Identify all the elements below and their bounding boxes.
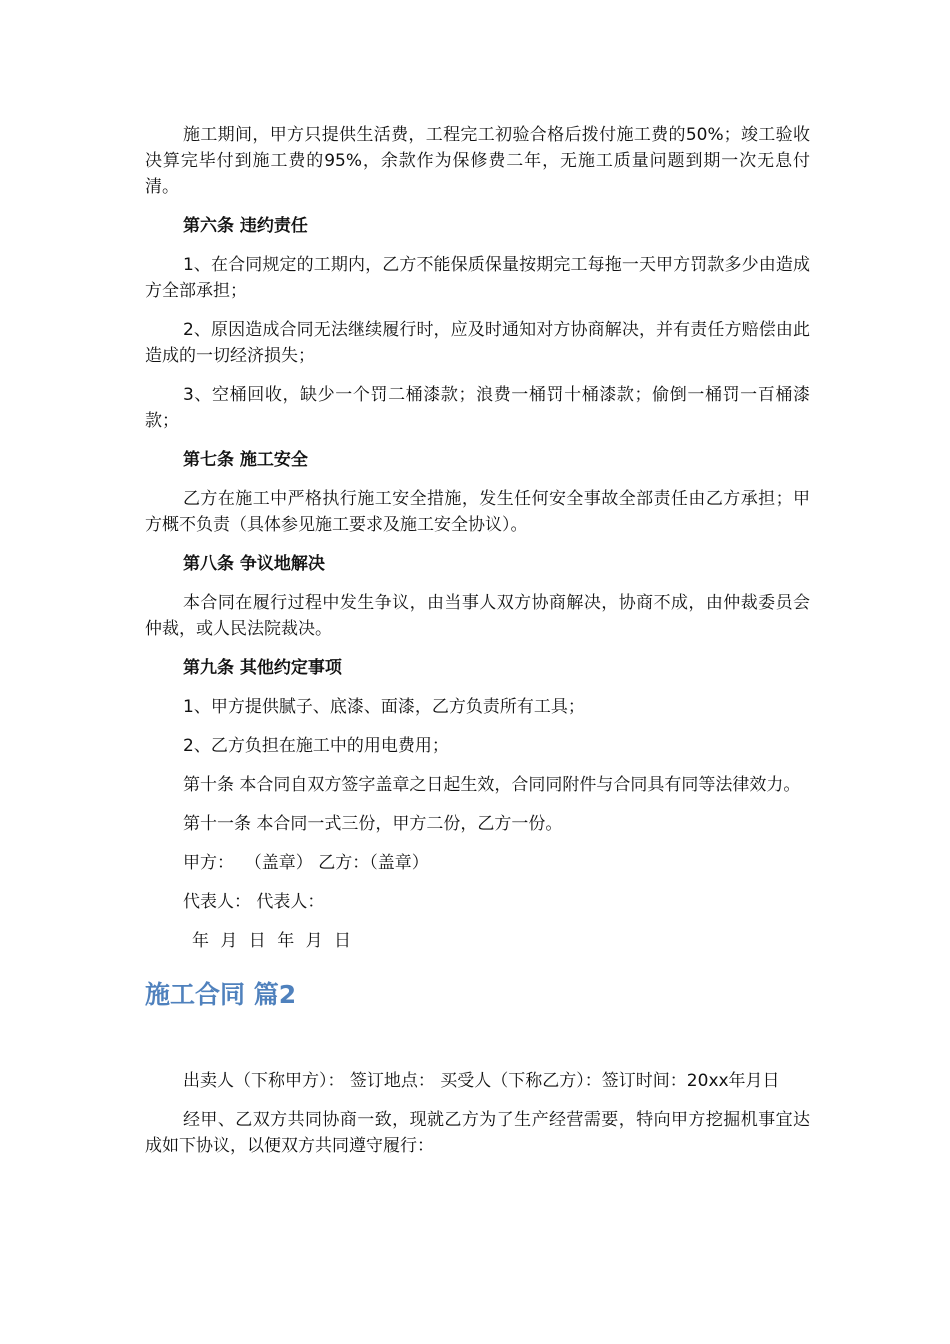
- article-11-paragraph: 第十一条 本合同一式三份，甲方二份，乙方一份。: [183, 814, 563, 834]
- article-9-heading: 第九条 其他约定事项: [183, 658, 342, 678]
- article-10-paragraph: 第十条 本合同自双方签字盖章之日起生效，合同同附件与合同具有同等法律效力。: [183, 775, 801, 795]
- article-7-paragraph: 乙方在施工中严格执行施工安全措施，发生任何安全事故全部责任由乙方承担；甲方概不负责（具体参见施工要求及施工安全协议）。: [145, 489, 810, 535]
- payment-terms-paragraph: 施工期间，甲方只提供生活费，工程完工初验合格后拨付施工费的50%；竣工验收决算完毕付到施工费的95%，余款作为保修费二年，无施工质量问题到期一次无息付清。: [145, 125, 810, 197]
- signature-parties-line: 甲方： （盖章） 乙方：（盖章）: [183, 853, 429, 873]
- article-6-heading: 第六条 违约责任: [183, 216, 308, 236]
- article-6-clause-3: 3、空桶回收，缺少一个罚二桶漆款；浪费一桶罚十桶漆款；偷倒一桶罚一百桶漆款；: [145, 385, 810, 431]
- article-9-clause-2: 2、乙方负担在施工中的用电费用；: [183, 736, 449, 756]
- section-2-title: 施工合同 篇2: [145, 980, 297, 1009]
- article-9-clause-1: 1、甲方提供腻子、底漆、面漆，乙方负责所有工具；: [183, 697, 585, 717]
- article-6-clause-1: 1、在合同规定的工期内，乙方不能保质保量按期完工每拖一天甲方罚款多少由造成方全部承担；: [145, 255, 810, 301]
- signature-date-line: 年 月 日 年 月 日: [192, 931, 352, 951]
- article-8-paragraph: 本合同在履行过程中发生争议，由当事人双方协商解决，协商不成，由仲裁委员会仲裁，或人民法院裁决。: [145, 593, 810, 639]
- article-7-heading: 第七条 施工安全: [183, 450, 308, 470]
- article-6-clause-2: 2、原因造成合同无法继续履行时，应及时通知对方协商解决，并有责任方赔偿由此造成的一切经济损失；: [145, 320, 810, 366]
- contract-header-paragraph: 出卖人（下称甲方）： 签订地点： 买受人（下称乙方）：签订时间：20xx年月日: [183, 1071, 780, 1091]
- article-8-heading: 第八条 争议地解决: [183, 554, 325, 574]
- signature-representatives-line: 代表人： 代表人：: [183, 892, 325, 912]
- contract-intro-paragraph: 经甲、乙双方共同协商一致，现就乙方为了生产经营需要，特向甲方挖掘机事宜达成如下协议，以便双方共同遵守履行：: [145, 1110, 810, 1156]
